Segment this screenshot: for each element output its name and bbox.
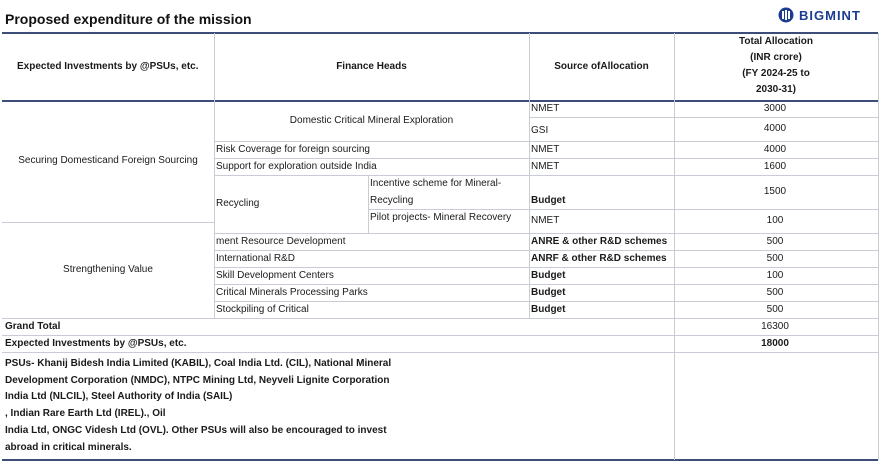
header-total-allocation-unit: (INR crore) [750, 52, 802, 63]
source-cell: NMET [531, 103, 560, 114]
row-divider [214, 250, 878, 251]
allocation-value: 100 [766, 270, 784, 281]
source-cell: Budget [531, 287, 566, 298]
footnote-line: PSUs- Khanij Bidesh India Limited (KABIL), Coal India Ltd. (CIL), National Mineral [5, 358, 392, 369]
allocation-value: 4000 [763, 123, 787, 134]
finance-head-recycling: Recycling [216, 198, 260, 209]
table-bottom-border [2, 459, 878, 461]
row-divider [2, 318, 878, 319]
allocation-value: 500 [766, 287, 784, 298]
allocation-value: 4000 [763, 144, 787, 155]
finance-head-support-exploration: Support for exploration outside India [216, 161, 377, 172]
row-divider [214, 233, 878, 234]
source-cell: Budget [531, 195, 566, 206]
source-cell: NMET [531, 161, 560, 172]
row-divider [529, 117, 878, 118]
allocation-value: 500 [766, 304, 784, 315]
brand-name: BIGMINT [799, 7, 861, 23]
row-divider [214, 267, 878, 268]
finance-head-skill-development: Skill Development Centers [216, 270, 334, 281]
grand-total-value: 16300 [761, 321, 789, 332]
group-label-sourcing: Securing Domesticand Foreign Sourcing [18, 155, 198, 166]
allocation-value: 500 [766, 253, 784, 264]
row-divider [214, 158, 878, 159]
row-divider [214, 175, 878, 176]
psu-investment-value: 18000 [761, 338, 789, 349]
column-divider [214, 33, 215, 318]
source-cell: ANRF & other R&D schemes [531, 253, 667, 264]
finance-head-processing-parks: Critical Minerals Processing Parks [216, 287, 368, 298]
bigmint-logo-icon [777, 7, 795, 23]
finance-head-international-rd: International R&D [216, 253, 295, 264]
allocation-value: 1500 [763, 186, 787, 197]
allocation-value: 100 [766, 215, 784, 226]
header-total-allocation-period: (FY 2024-25 to [742, 68, 810, 79]
row-divider [2, 335, 878, 336]
allocation-value: 1600 [763, 161, 787, 172]
header-source-allocation: Source ofAllocation [554, 61, 649, 72]
finance-head-resource-development: ment Resource Development [216, 236, 346, 247]
group-label-value: Strengthening Value [63, 264, 153, 275]
column-divider [878, 33, 879, 460]
grand-total-label: Grand Total [5, 321, 61, 332]
row-divider [214, 284, 878, 285]
row-divider [2, 352, 878, 353]
footnote-line: India Ltd (NLCIL), Steel Authority of India (SAIL) [5, 391, 233, 402]
header-total-allocation: Total Allocation [739, 36, 813, 47]
sub-head-pilot-projects: Pilot projects- Mineral Recovery [370, 212, 512, 223]
footnote-line: , Indian Rare Earth Ltd (IREL)., Oil [5, 408, 166, 419]
allocation-value: 500 [766, 236, 784, 247]
row-divider [368, 209, 878, 210]
allocation-value: 3000 [763, 103, 787, 114]
header-bottom-border [2, 100, 878, 102]
footnote-line: Development Corporation (NMDC), NTPC Mining Ltd, Neyveli Lignite Corporation [5, 375, 390, 386]
column-divider [529, 33, 530, 318]
source-cell: Budget [531, 304, 566, 315]
source-cell: NMET [531, 144, 560, 155]
finance-head-domestic-exploration: Domestic Critical Mineral Exploration [289, 115, 454, 126]
page-title: Proposed expenditure of the mission [5, 11, 252, 27]
psu-investment-label: Expected Investments by @PSUs, etc. [5, 338, 187, 349]
finance-head-risk-coverage: Risk Coverage for foreign sourcing [216, 144, 370, 155]
source-cell: Budget [531, 270, 566, 281]
footnote-line: abroad in critical minerals. [5, 442, 132, 453]
source-cell: GSI [531, 125, 549, 136]
header-expected-investments: Expected Investments by @PSUs, etc. [17, 61, 199, 72]
finance-head-stockpiling: Stockpiling of Critical [216, 304, 309, 315]
source-cell: NMET [531, 215, 560, 226]
table-top-border [2, 32, 878, 34]
source-cell: ANRE & other R&D schemes [531, 236, 668, 247]
column-divider [368, 175, 369, 233]
header-finance-heads: Finance Heads [336, 61, 407, 72]
row-divider [214, 141, 878, 142]
sub-head-incentive-scheme: Incentive scheme for Mineral- [370, 178, 502, 189]
bigmint-logo [777, 7, 861, 23]
row-divider [214, 301, 878, 302]
sub-head-incentive-scheme-cont: Recycling [370, 195, 414, 206]
header-total-allocation-period-end: 2030-31) [755, 84, 797, 95]
group-divider [2, 222, 214, 223]
footnote-line: India Ltd, ONGC Videsh Ltd (OVL). Other PSUs will also be encouraged to invest [5, 425, 387, 436]
